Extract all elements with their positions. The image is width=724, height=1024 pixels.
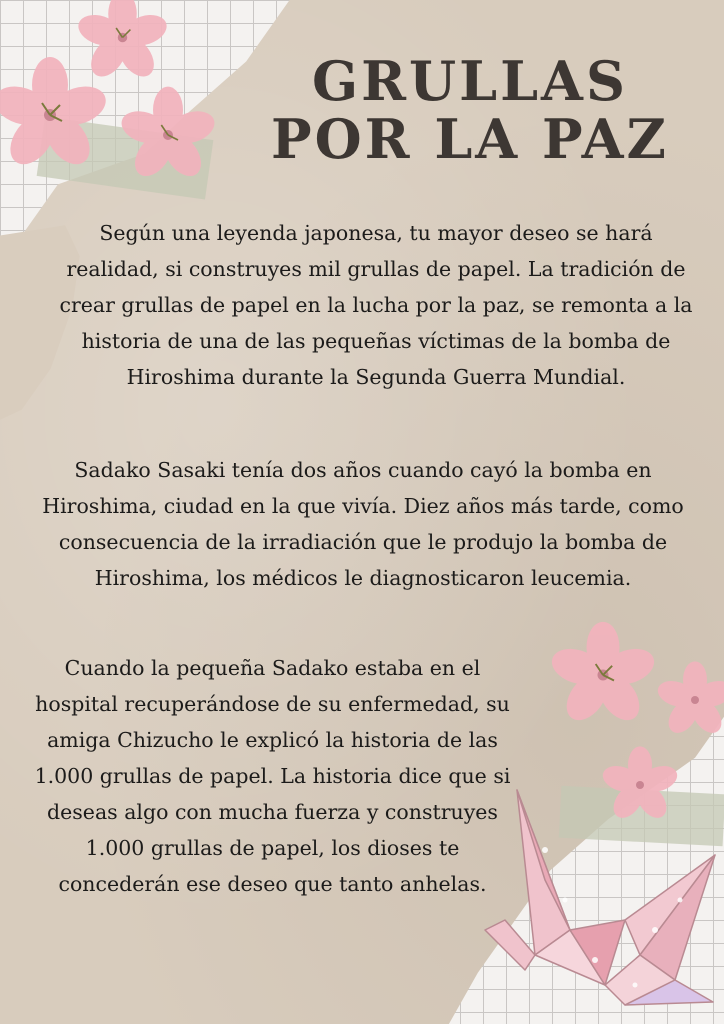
title-line-1: GRULLAS xyxy=(312,49,628,113)
cherry-blossom-icon xyxy=(548,620,658,730)
cherry-blossom-icon xyxy=(655,660,724,740)
paragraph-sadako: Sadako Sasaki tenía dos años cuando cayó la bomba en Hiroshima, ciudad en la que vivía. Diez años más tarde, como consecuencia de la irradiación que le produjo la bomba de Hiroshima, los médicos le diagnosticaron leucemia. xyxy=(42,458,684,590)
paragraph-hospital: Cuando la pequeña Sadako estaba en el hospital recuperándose de su enfermedad, su amiga Chizucho le explicó la historia de las 1.000 grullas de papel. La historia dice que si deseas algo con mucha fuerza y construyes 1.000 grullas de papel, los dioses te concederán ese deseo que tanto anhelas. xyxy=(34,656,511,896)
page-title xyxy=(240,49,700,171)
paragraph-legend: Según una leyenda japonesa, tu mayor deseo se hará realidad, si construyes mil grullas de papel. La tradición de crear grullas de papel en la lucha por la paz, se remonta a la historia de una de las pequeñas víctimas de la bomba de Hiroshima durante la Segunda Guerra Mundial. xyxy=(59,221,693,389)
cherry-blossom-icon xyxy=(118,85,218,185)
cherry-blossom-icon xyxy=(75,0,170,85)
title-line-2: POR LA PAZ xyxy=(271,107,669,171)
